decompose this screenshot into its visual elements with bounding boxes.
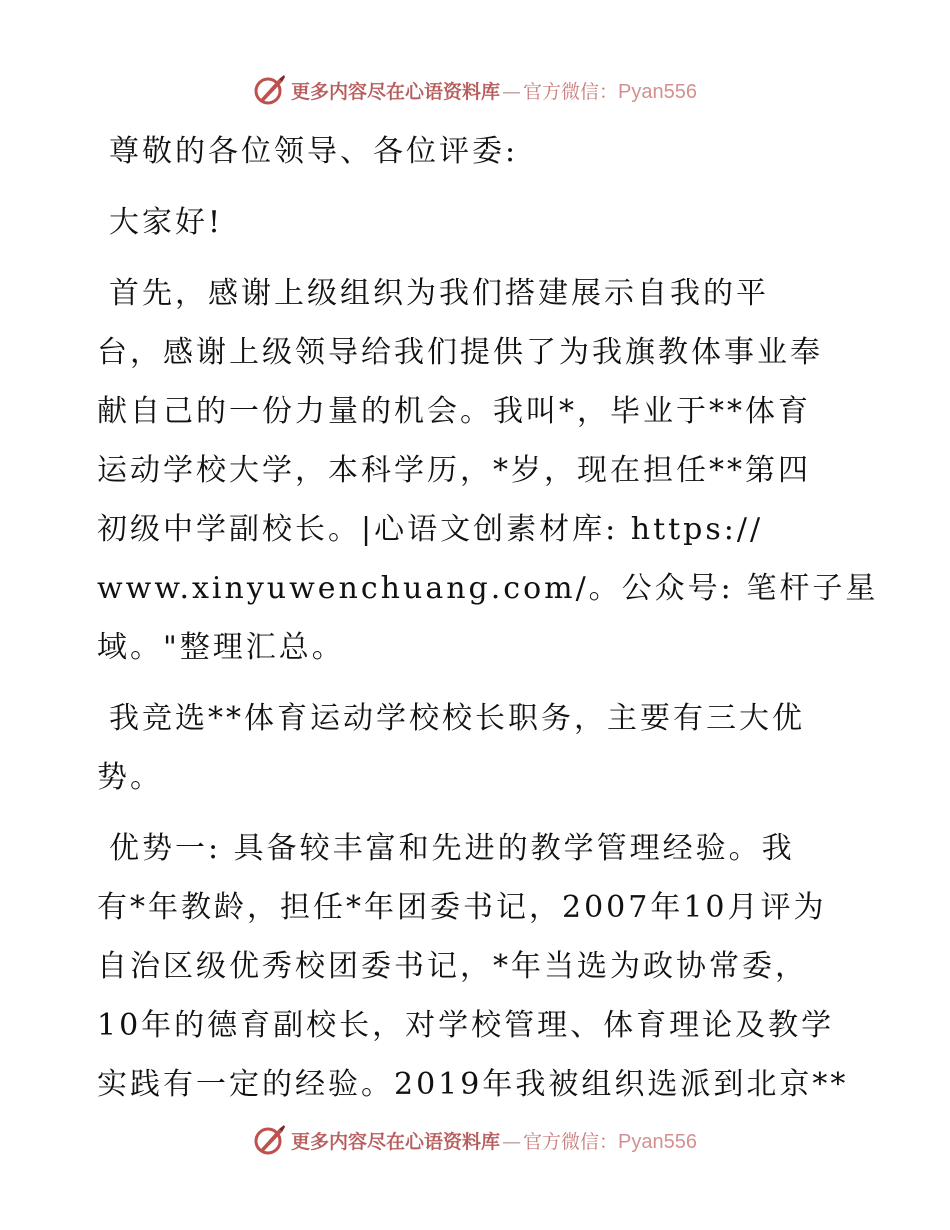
header-watermark-banner xyxy=(0,70,950,110)
greeting xyxy=(97,193,867,252)
advantage-one-paragraph xyxy=(97,819,867,1114)
banner-text xyxy=(291,77,697,104)
banner-wechat-label: 官方微信： xyxy=(523,1130,619,1153)
text-line: 台，感谢上级领导给我们提供了为我旗教体事业奉 xyxy=(97,335,823,370)
text-line: 自治区级优秀校团委书记，*年当选为政协常委， xyxy=(97,949,808,984)
banner-dash: — xyxy=(502,80,522,103)
text-line: 运动学校大学，本科学历，*岁，现在担任**第四 xyxy=(97,453,811,488)
quill-logo-icon xyxy=(253,1123,287,1157)
document-body xyxy=(97,122,879,1126)
intro-paragraph xyxy=(97,264,879,677)
footer-watermark-banner xyxy=(0,1120,950,1160)
text-line: 实践有一定的经验。2019年我被组织选派到北京** xyxy=(97,1067,849,1102)
text-line: 势。 xyxy=(97,760,163,795)
text-line: 域。"整理汇总。 xyxy=(97,630,345,665)
text-line: 尊敬的各位领导、各位评委: xyxy=(109,134,519,169)
text-line: 大家好! xyxy=(109,205,224,240)
banner-wechat-label: 官方微信： xyxy=(523,80,619,103)
banner-site-name: 更多内容尽在心语资料库 xyxy=(291,1130,501,1153)
advantages-intro-paragraph xyxy=(97,689,867,807)
text-line: 10年的德育副校长，对学校管理、体育理论及教学 xyxy=(97,1008,835,1043)
text-line: www.xinyuwenchuang.com/。公众号: 笔杆子星 xyxy=(97,571,879,606)
text-line: 初级中学副校长。|心语文创素材库: https:// xyxy=(97,512,764,547)
quill-logo-icon xyxy=(253,73,287,107)
text-line: 我竞选**体育运动学校校长职务，主要有三大优 xyxy=(109,701,805,736)
banner-wechat-id: Pyan556 xyxy=(618,1130,697,1153)
banner-dash: — xyxy=(502,1130,522,1153)
text-line: 有*年教龄，担任*年团委书记，2007年10月评为 xyxy=(97,890,827,925)
banner-site-name: 更多内容尽在心语资料库 xyxy=(291,80,501,103)
text-line: 献自己的一份力量的机会。我叫*，毕业于**体育 xyxy=(97,394,811,429)
banner-text xyxy=(291,1127,697,1154)
salutation xyxy=(97,122,867,181)
text-line: 优势一: 具备较丰富和先进的教学管理经验。我 xyxy=(109,831,795,866)
banner-wechat-id: Pyan556 xyxy=(618,80,697,103)
text-line: 首先，感谢上级组织为我们搭建展示自我的平 xyxy=(109,276,769,311)
